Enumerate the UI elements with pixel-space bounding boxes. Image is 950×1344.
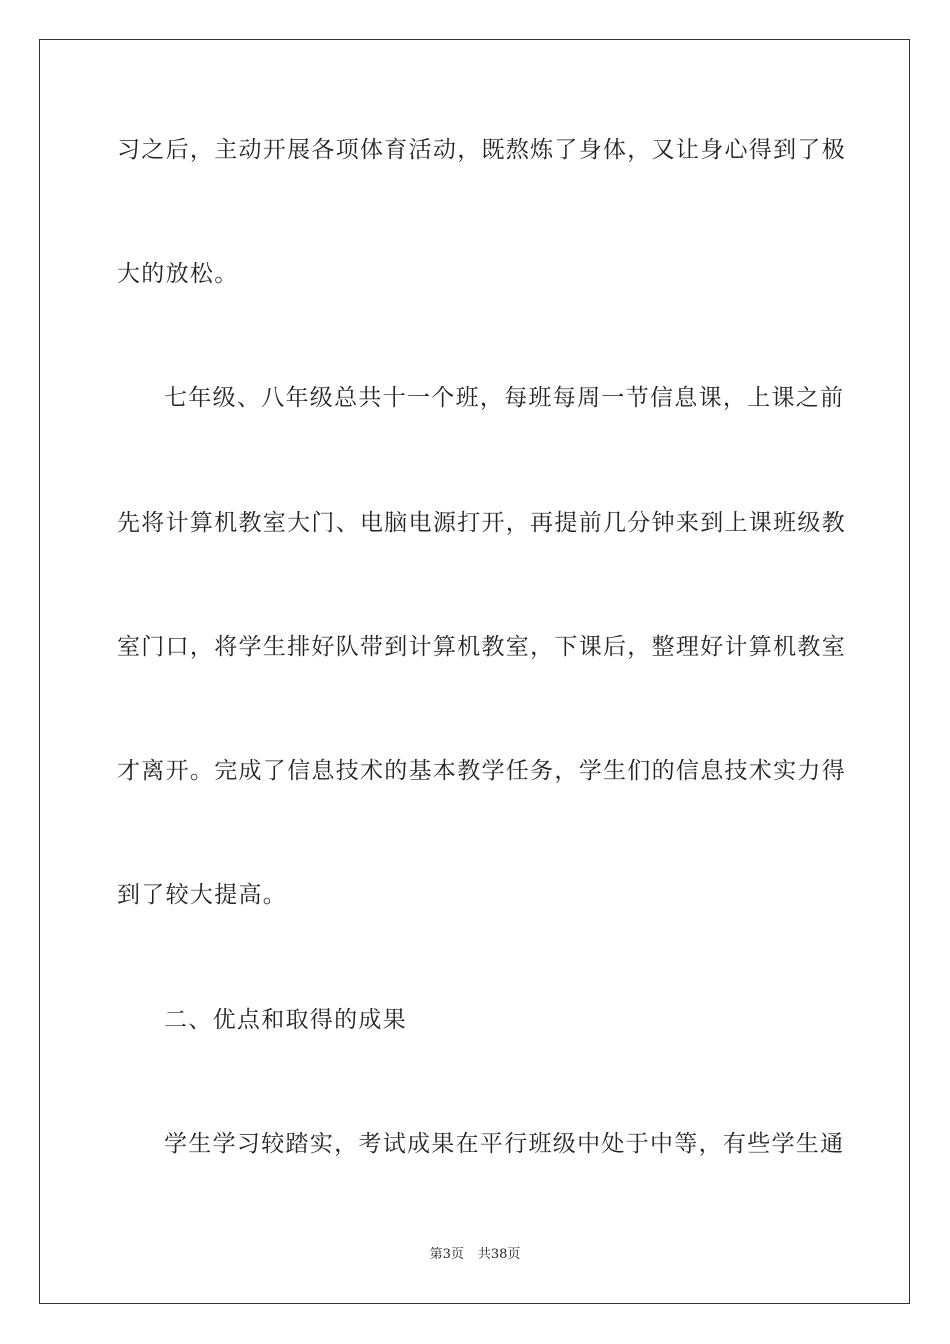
text-line-9: 学生学习较踏实，考试成果在平行班级中处于中等，有些学生通 [164,1131,845,1157]
text-line-2: 大的放松。 [117,261,239,287]
text-line-5: 室门口，将学生排好队带到计算机教室，下课后，整理好计算机教室 [117,634,846,660]
total-pages: 共38页 [477,1247,521,1262]
section-heading: 二、优点和取得的成果 [164,1007,407,1033]
text-line-6: 才离开。完成了信息技术的基本教学任务，学生们的信息技术实力得 [117,758,846,784]
text-line-4: 先将计算机教室大门、电脑电源打开，再提前几分钟来到上课班级教 [117,510,846,536]
text-line-7: 到了较大提高。 [117,882,288,908]
text-line-3: 七年级、八年级总共十一个班，每班每周一节信息课，上课之前 [164,385,845,411]
page-footer [0,1246,950,1264]
page-number: 第3页 [429,1247,464,1262]
page-border [39,39,910,1304]
text-line-1: 习之后，主动开展各项体育活动，既熬炼了身体，又让身心得到了极 [117,137,846,163]
